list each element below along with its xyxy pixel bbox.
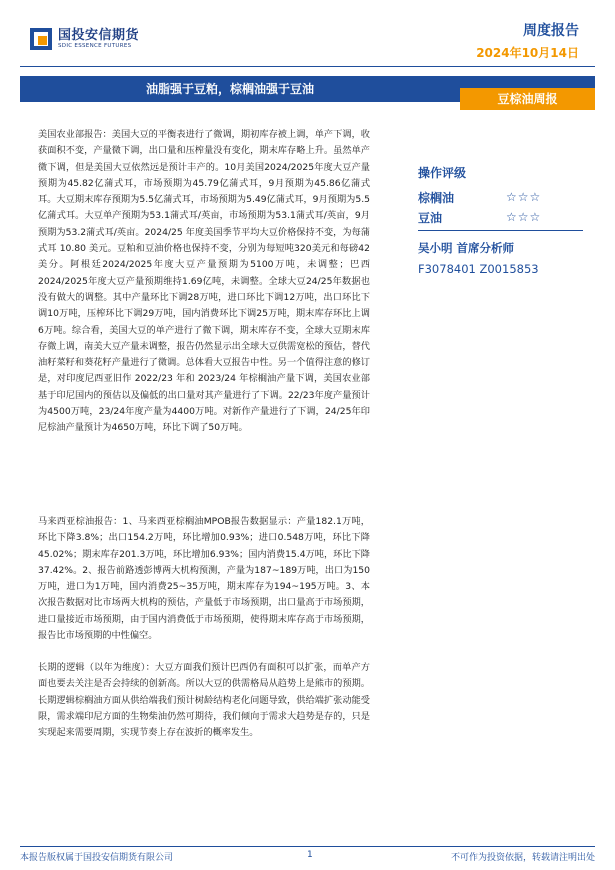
report-type: 周度报告 <box>523 23 579 39</box>
report-header <box>0 0 615 70</box>
paragraph-mpob: 马来西亚棕油报告：1、马来西亚棕榈油MPOB报告数据显示：产量182.1万吨，环比下降3.8%；出口154.2万吨，环比增加0.93%；进口0.548万吨，环比下降45.02%；期末库存201.3万吨，环比增加6.93%；国内消费15.4万吨，环比下降37.42%。2、报告前路透彭博两大机构预测，产量为187~189万吨，出口为150万吨，进口为1万吨，国内消费25~35万吨，期末库存为194~195万吨。3、本次报告数据对比市场两大机构的预估，产量低于市场预期，出口量高于市场预期，进口量接近市场预期，由于国内消费低于市场预期，使得期末库存高于市场预期，报告比市场预期的中性偏空。 <box>38 516 370 642</box>
report-title: 油脂强于豆粕，棕榈油强于豆油 <box>145 82 314 96</box>
footer-divider <box>20 846 595 847</box>
analyst-name: 吴小明 首席分析师 <box>418 241 515 255</box>
header-divider <box>20 66 595 67</box>
rating-row <box>418 187 598 207</box>
rating-title: 操作评级 <box>418 166 467 180</box>
footer-copyright: 本报告版权属于国投安信期货有限公司 <box>20 853 174 863</box>
footer-disclaimer: 不可作为投资依据，转载请注明出处 <box>450 853 595 863</box>
report-tag: 豆棕油周报 <box>460 88 595 110</box>
report-date: 2024年10月14日 <box>476 46 579 60</box>
logo-mark-icon <box>30 28 52 50</box>
page-number: 1 <box>307 850 313 860</box>
logo-cn: 国投安信期货 <box>58 27 140 43</box>
rating-panel <box>418 164 598 227</box>
rating-name: 豆油 <box>418 210 443 225</box>
logo-en: SDIC ESSENCE FUTURES <box>58 42 132 49</box>
company-logo <box>30 24 200 54</box>
analyst-id: F3078401 Z0015853 <box>418 262 539 276</box>
paragraph-usda: 美国农业部报告：美国大豆的平衡表进行了微调，期初库存被上调，单产下调，收获面积不变，产量微下调，出口量和压榨量没有变化，期末库存略上升。虽然单产微下调，但是美国大豆依然远是预计丰产的。10月美国2024/2025年度大豆产量预期为45.82亿蒲式耳，市场预期为45.79亿蒲式耳，9月预期为45.86亿蒲式耳。大豆期末库存预期为5.5亿蒲式耳，市场预期为5.49亿蒲式耳，9月预期为5.5亿蒲式耳。大豆单产预期为53.1蒲式耳/英亩，市场预期为53.1蒲式耳/英亩，9月预期为53.2蒲式耳/英亩。2024/25 年度美国季节平均大豆价格保持不变，为每蒲式耳 10.80 美元。豆粕和豆油价格也保持不变，分别为每短吨320美元和每磅42美分。阿根廷2024/2025年度大豆产量预期为5100万吨，未调整；巴西2024/2025年度大豆产量预期维持1.69亿吨，未调整。全球大豆24/25年数据也没有做大的调整。其中产量环比下调28万吨，进口环比下调12万吨，出口环比下调10万吨，压榨环比下调29万吨，国内消费环比下调25万吨，期末库存环比上调6万吨。综合看，美国大豆的单产进行了微下调，期末库存不变，全球大豆期末库存微上调，南美大豆产量未调整，报告仍然显示出全球大豆供需宽松的预估，替代油籽菜籽和葵花籽产量进行了微调。总体看大豆报告中性。另一个值得注意的修订是，对印度尼西亚旧作 2022/23 年和 2023/24 年棕榈油产量下调，美国农业部基于印尼国内的预估以及偏低的出口量对其产量进行了下调。22/23年度产量预计为4500万吨，23/24年度产量为4400万吨。对新作产量进行了下调，24/25年印尼棕油产量预计为4650万吨，环比下调了50万吨。 <box>38 129 370 434</box>
star-icon: ☆☆☆ <box>506 210 542 224</box>
rating-row <box>418 207 598 227</box>
star-icon: ☆☆☆ <box>506 190 542 204</box>
rating-name: 棕榈油 <box>418 190 455 205</box>
paragraph-long-term: 长期的逻辑（以年为维度）：大豆方面我们预计巴西仍有面积可以扩张，而单产方面也要去关注是否会持续的创新高。所以大豆的供需格局从趋势上是熊市的预期。长期逻辑棕榈油方面从供给端我们预计树龄结构老化问题导致，供给端扩张动能受限，需求端印尼方面的生物柴油仍然可期待，我们倾向于需求大趋势是存的，只是实现起来需要周期，实现节奏上存在波折的概率发生。 <box>38 662 370 739</box>
analyst-divider <box>418 230 583 231</box>
